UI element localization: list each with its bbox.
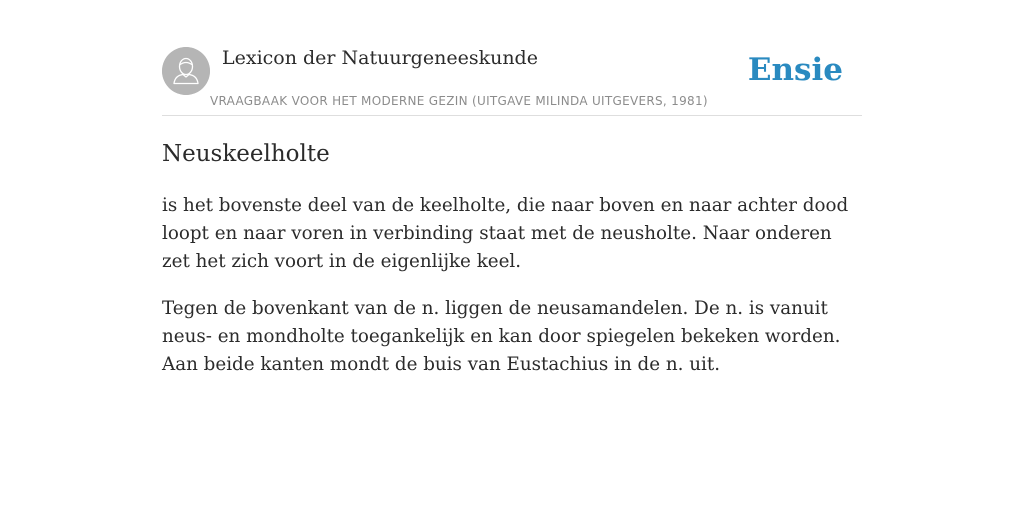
entry-paragraph: is het bovenste deel van de keelholte, die naar boven en naar achter dood loopt en naar voren in verbinding staat met de neusholte. Naar onderen zet het zich voort in de eigenlijke keel. [162,195,849,272]
source-header [162,0,862,116]
source-subtitle: VRAAGBAAK VOOR HET MODERNE GEZIN (UITGAVE MILINDA UITGEVERS, 1981) [210,94,708,108]
entry-title: Neuskeelholte [162,141,330,167]
ensie-logo-link[interactable]: Ensie [747,52,843,88]
page-container [162,0,862,375]
entry-body [162,192,862,398]
avatar[interactable] [162,47,210,95]
user-silhouette-icon [162,47,210,95]
entry-paragraph: Tegen de bovenkant van de n. liggen de neusamandelen. De n. is vanuit neus- en mondholte toegankelijk en kan door spiegelen bekeken worden. Aan beide kanten mondt de buis van Eustachius in de n. uit. [162,298,841,375]
source-title[interactable]: Lexicon der Natuurgeneeskunde [222,47,538,69]
